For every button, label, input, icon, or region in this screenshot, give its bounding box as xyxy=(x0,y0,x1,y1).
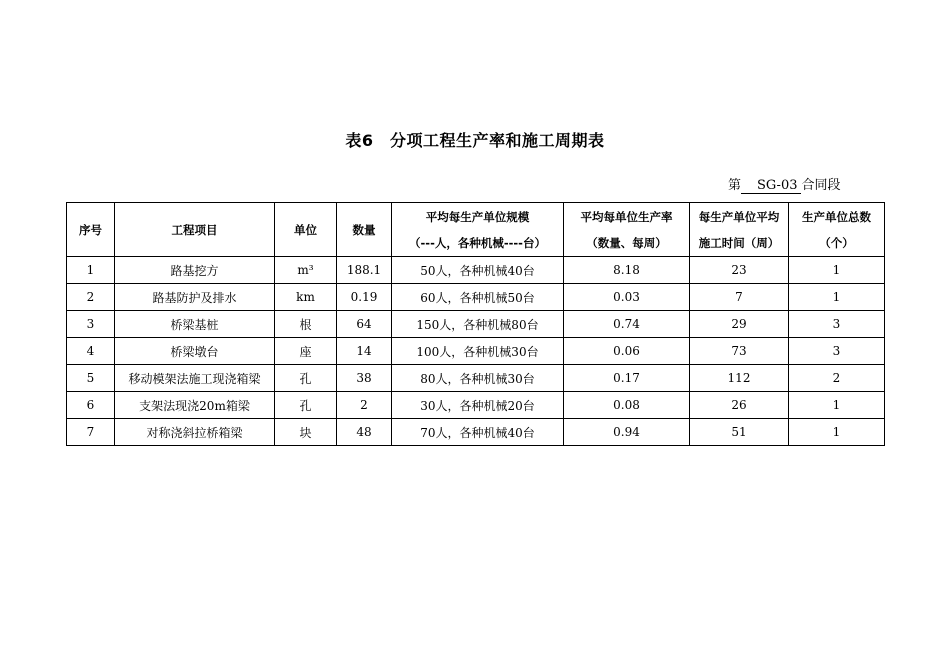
cell-duration: 26 xyxy=(690,392,789,419)
cell-index: 6 xyxy=(67,392,115,419)
table-row xyxy=(67,338,885,365)
cell-unit-count: 3 xyxy=(789,338,885,365)
table-row xyxy=(67,311,885,338)
cell-scale: 60人，各种机械50台 xyxy=(392,284,564,311)
cell-productivity: 0.17 xyxy=(564,365,690,392)
cell-unit-count: 3 xyxy=(789,311,885,338)
section-suffix: 合同段 xyxy=(801,178,841,193)
cell-item: 支架法现浇20m箱梁 xyxy=(115,392,275,419)
cell-unit: m³ xyxy=(275,257,337,284)
cell-item: 路基防护及排水 xyxy=(115,284,275,311)
table-row xyxy=(67,392,885,419)
cell-scale: 150人，各种机械80台 xyxy=(392,311,564,338)
cell-unit-count: 1 xyxy=(789,419,885,446)
cell-index: 5 xyxy=(67,365,115,392)
cell-productivity: 0.06 xyxy=(564,338,690,365)
cell-unit-count: 1 xyxy=(789,257,885,284)
cell-scale: 80人，各种机械30台 xyxy=(392,365,564,392)
table-row xyxy=(67,284,885,311)
cell-unit: 孔 xyxy=(275,392,337,419)
cell-unit-count: 2 xyxy=(789,365,885,392)
cell-index: 1 xyxy=(67,257,115,284)
cell-index: 3 xyxy=(67,311,115,338)
cell-item: 桥梁墩台 xyxy=(115,338,275,365)
cell-duration: 23 xyxy=(690,257,789,284)
header-unit: 单位 xyxy=(275,203,337,257)
cell-unit: 块 xyxy=(275,419,337,446)
section-prefix: 第 xyxy=(728,178,742,193)
cell-duration: 112 xyxy=(690,365,789,392)
cell-index: 4 xyxy=(67,338,115,365)
header-productivity: 平均每单位生产率 （数量、每周） xyxy=(564,203,690,257)
cell-productivity: 8.18 xyxy=(564,257,690,284)
header-scale: 平均每生产单位规模 （---人，各种机械----台） xyxy=(392,203,564,257)
cell-duration: 73 xyxy=(690,338,789,365)
cell-quantity: 14 xyxy=(337,338,392,365)
cell-item: 桥梁基桩 xyxy=(115,311,275,338)
cell-quantity: 2 xyxy=(337,392,392,419)
page-title: 表6 分项工程生产率和施工周期表 xyxy=(345,131,605,150)
header-unit-count: 生产单位总数 （个） xyxy=(789,203,885,257)
cell-unit-count: 1 xyxy=(789,392,885,419)
cell-quantity: 0.19 xyxy=(337,284,392,311)
cell-duration: 7 xyxy=(690,284,789,311)
cell-unit: 座 xyxy=(275,338,337,365)
header-index: 序号 xyxy=(67,203,115,257)
cell-item: 移动模架法施工现浇箱梁 xyxy=(115,365,275,392)
cell-productivity: 0.08 xyxy=(564,392,690,419)
cell-duration: 29 xyxy=(690,311,789,338)
cell-quantity: 48 xyxy=(337,419,392,446)
cell-scale: 70人，各种机械40台 xyxy=(392,419,564,446)
table-header-row xyxy=(67,203,885,257)
cell-scale: 50人，各种机械40台 xyxy=(392,257,564,284)
cell-item: 对称浇斜拉桥箱梁 xyxy=(115,419,275,446)
cell-quantity: 64 xyxy=(337,311,392,338)
cell-unit: 孔 xyxy=(275,365,337,392)
header-duration: 每生产单位平均 施工时间（周） xyxy=(690,203,789,257)
table-row xyxy=(67,257,885,284)
cell-duration: 51 xyxy=(690,419,789,446)
cell-index: 7 xyxy=(67,419,115,446)
cell-scale: 100人，各种机械30台 xyxy=(392,338,564,365)
header-item: 工程项目 xyxy=(115,203,275,257)
cell-productivity: 0.94 xyxy=(564,419,690,446)
cell-unit: 根 xyxy=(275,311,337,338)
table-row xyxy=(67,365,885,392)
contract-section-label xyxy=(728,174,841,194)
section-code: SG-03 xyxy=(741,179,801,194)
cell-index: 2 xyxy=(67,284,115,311)
cell-quantity: 188.1 xyxy=(337,257,392,284)
cell-unit-count: 1 xyxy=(789,284,885,311)
cell-productivity: 0.74 xyxy=(564,311,690,338)
cell-quantity: 38 xyxy=(337,365,392,392)
cell-productivity: 0.03 xyxy=(564,284,690,311)
table-row xyxy=(67,419,885,446)
header-quantity: 数量 xyxy=(337,203,392,257)
cell-scale: 30人，各种机械20台 xyxy=(392,392,564,419)
cell-unit: km xyxy=(275,284,337,311)
productivity-table xyxy=(66,202,885,446)
cell-item: 路基挖方 xyxy=(115,257,275,284)
